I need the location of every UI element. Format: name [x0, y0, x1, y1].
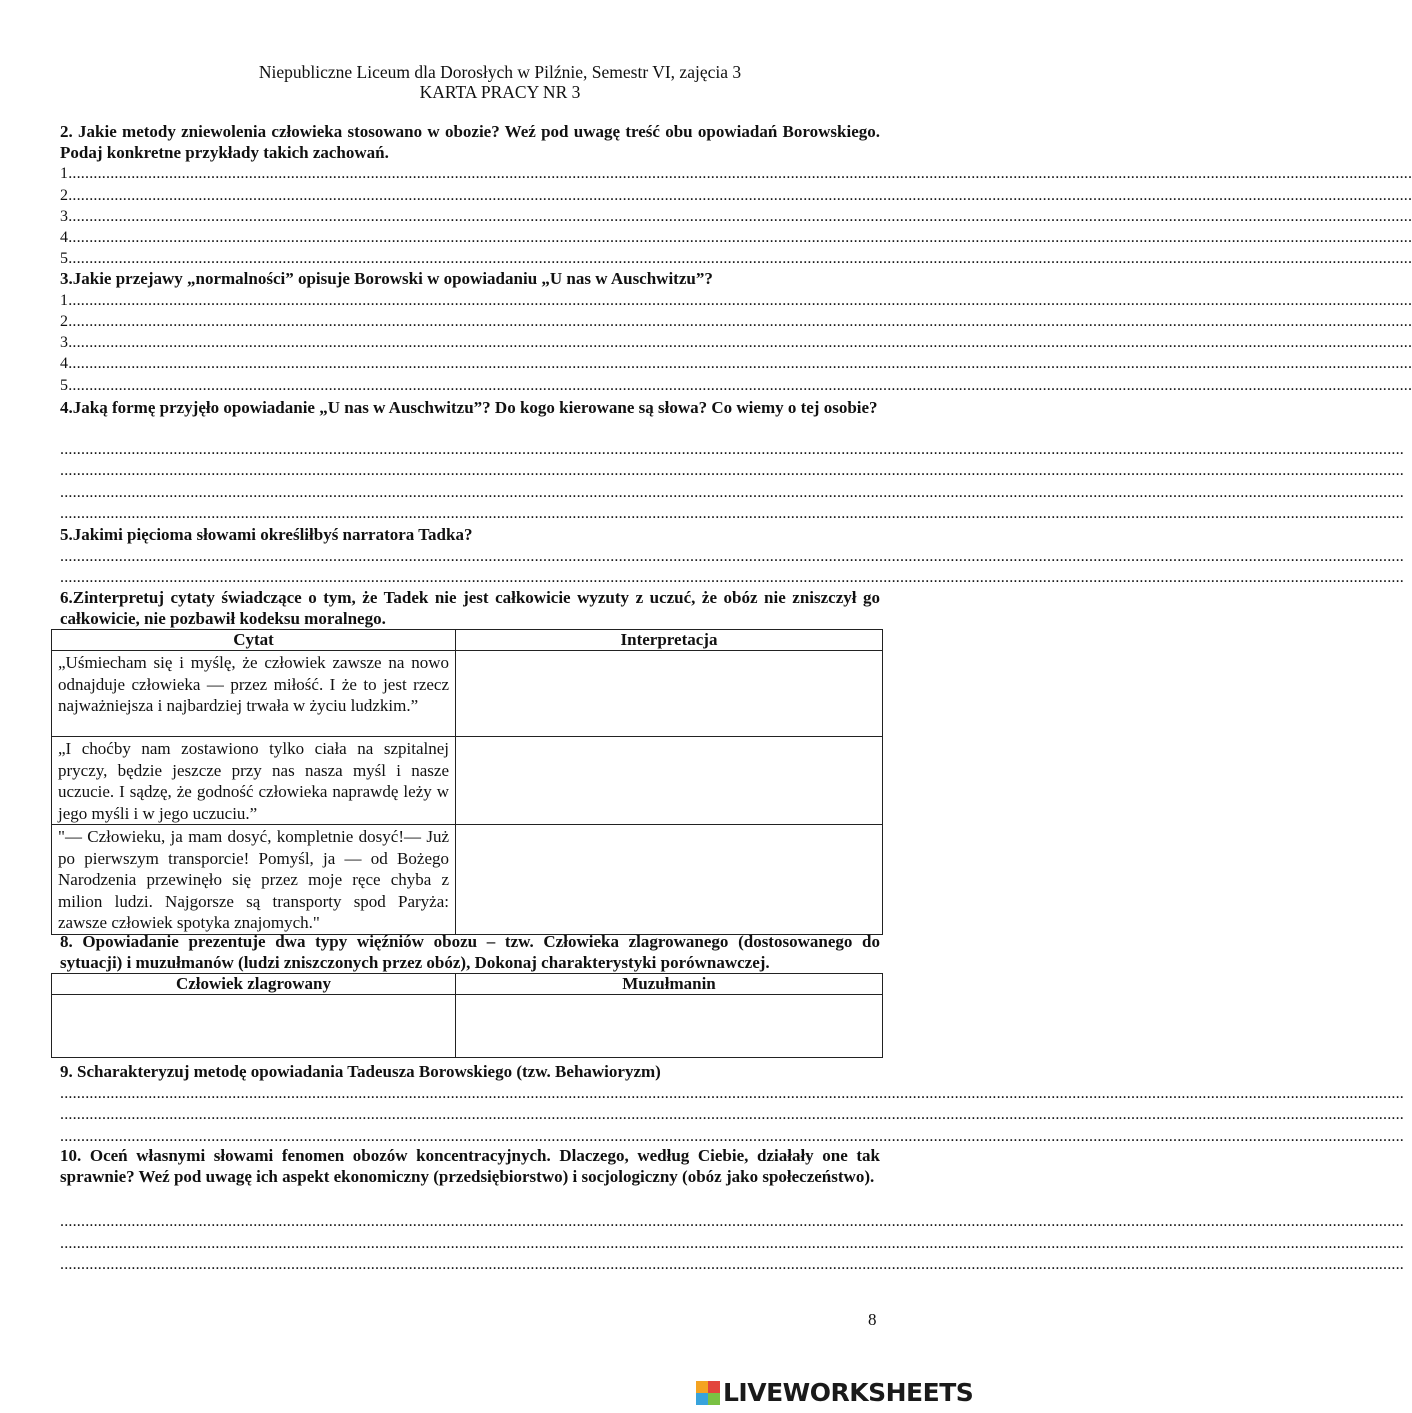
interpretation-cell[interactable] — [456, 825, 883, 935]
dotted-line: ................................................................................................................................................................................................................................................................................................................................ — [68, 355, 1412, 372]
dotted-line: ................................................................................................................................................................................................................................................................................................................................ — [60, 441, 1404, 458]
line-number: 2 — [60, 313, 69, 330]
dotted-line: ................................................................................................................................................................................................................................................................................................................................ — [60, 462, 1404, 479]
line-number: 5 — [60, 250, 69, 267]
dotted-line: ................................................................................................................................................................................................................................................................................................................................ — [68, 250, 1412, 267]
dotted-line: ................................................................................................................................................................................................................................................................................................................................ — [60, 569, 1404, 586]
answer-line[interactable] — [60, 206, 1412, 227]
line-number: 4 — [60, 355, 69, 372]
header-lagered-man: Człowiek zlagrowany — [52, 974, 456, 995]
logo-square — [708, 1381, 720, 1393]
muselmann-cell[interactable] — [456, 995, 883, 1058]
answer-line[interactable] — [60, 353, 1412, 374]
line-number: 5 — [60, 377, 69, 394]
interpretation-cell[interactable] — [456, 737, 883, 825]
answer-line[interactable] — [60, 1254, 1404, 1275]
answer-line[interactable] — [60, 163, 1412, 184]
dotted-line: ................................................................................................................................................................................................................................................................................................................................ — [60, 548, 1404, 565]
answer-line[interactable] — [60, 1104, 1404, 1125]
quote-cell: „I choćby nam zostawiono tylko ciała na szpitalnej pryczy, będzie jeszcze przy nas nasza myśl i nasze uczucie. I sądzę, że godność człowieka naprawdę leży w jego myśli i w jego uczuciu.” — [52, 737, 456, 825]
answer-line[interactable] — [60, 1211, 1404, 1232]
logo-square — [708, 1393, 720, 1405]
dotted-line: ................................................................................................................................................................................................................................................................................................................................ — [68, 229, 1412, 246]
dotted-line: ................................................................................................................................................................................................................................................................................................................................ — [68, 334, 1412, 351]
interpretation-cell[interactable] — [456, 651, 883, 737]
dotted-line: ................................................................................................................................................................................................................................................................................................................................ — [60, 1106, 1404, 1123]
dotted-line: ................................................................................................................................................................................................................................................................................................................................ — [68, 377, 1412, 394]
question-9: 9. Scharakteryzuj metodę opowiadania Tadeusza Borowskiego (tzw. Behawioryzm) — [60, 1062, 661, 1081]
dotted-line: ................................................................................................................................................................................................................................................................................................................................ — [60, 1213, 1404, 1230]
answer-line[interactable] — [60, 546, 1404, 567]
question-8: 8. Opowiadanie prezentuje dwa typy więźniów obozu – tzw. Człowieka zlagrowanego (dostosowanego do sytuacji) i muzułmanów (ludzi zniszczonych przez obóz), Dokonaj charakterystyki porównawczej. — [60, 932, 880, 972]
header-title: KARTA PRACY NR 3 — [419, 82, 581, 102]
answer-line[interactable] — [60, 332, 1412, 353]
question-4: 4.Jaką formę przyjęło opowiadanie „U nas w Auschwitzu”? Do kogo kierowane są słowa? Co wiemy o tej osobie? — [60, 398, 878, 417]
line-number: 3 — [60, 208, 69, 225]
answer-line[interactable] — [60, 290, 1412, 311]
answer-line[interactable] — [60, 185, 1412, 206]
question-10: 10. Oceń własnymi słowami fenomen obozów koncentracyjnych. Dlaczego, według Ciebie, działały one tak sprawnie? Weź pod uwagę ich aspekt ekonomiczny (przedsiębiorstwo) i socjologiczny (obóz jako społeczeństwo). — [60, 1146, 880, 1186]
question-6: 6.Zinterpretuj cytaty świadczące o tym, że Tadek nie jest całkowicie wyzuty z uczuć, że obóz nie zniszczył go całkowicie, nie pozbawił kodeksu moralnego. — [60, 588, 880, 628]
liveworksheets-icon — [696, 1381, 720, 1405]
dotted-line: ................................................................................................................................................................................................................................................................................................................................ — [60, 484, 1404, 501]
quote-cell: „Uśmiecham się i myślę, że człowiek zawsze na nowo odnajduje człowieka — przez miłość. I że to jest rzecz najważniejsza i najbardziej trwała w życiu ludzkim.” — [52, 651, 456, 737]
dotted-line: ................................................................................................................................................................................................................................................................................................................................ — [68, 292, 1412, 309]
header-school: Niepubliczne Liceum dla Dorosłych w Pilźnie, Semestr VI, zajęcia 3 — [258, 62, 742, 82]
dotted-line: ................................................................................................................................................................................................................................................................................................................................ — [68, 187, 1412, 204]
answer-line[interactable] — [60, 482, 1404, 503]
answer-line[interactable] — [60, 248, 1412, 269]
dotted-line: ................................................................................................................................................................................................................................................................................................................................ — [60, 1128, 1404, 1145]
logo-square — [696, 1393, 708, 1405]
dotted-line: ................................................................................................................................................................................................................................................................................................................................ — [68, 165, 1412, 182]
line-number: 4 — [60, 229, 69, 246]
quotes-table — [51, 629, 883, 935]
comparison-table — [51, 973, 883, 1058]
dotted-line: ................................................................................................................................................................................................................................................................................................................................ — [60, 1235, 1404, 1252]
answer-line[interactable] — [60, 503, 1404, 524]
answer-line[interactable] — [60, 311, 1412, 332]
answer-line[interactable] — [60, 227, 1412, 248]
answer-line[interactable] — [60, 567, 1404, 588]
answer-line[interactable] — [60, 1126, 1404, 1147]
line-number: 3 — [60, 334, 69, 351]
lagered-man-cell[interactable] — [52, 995, 456, 1058]
logo-square — [696, 1381, 708, 1393]
line-number: 1 — [60, 165, 69, 182]
brand-name: LIVEWORKSHEETS — [723, 1378, 974, 1407]
header-interpretation: Interpretacja — [456, 630, 883, 651]
answer-line[interactable] — [60, 1083, 1404, 1104]
dotted-line: ................................................................................................................................................................................................................................................................................................................................ — [60, 505, 1404, 522]
quote-cell: "— Człowieku, ja mam dosyć, kompletnie dosyć!— Już po pierwszym transporcie! Pomyśl, ja — od Bożego Narodzenia przewinęło się przez moje ręce chyba z milion ludzi. Najgorsze są transporty spod Paryża: zawsze człowiek spotyka znajomych." — [52, 825, 456, 935]
question-5: 5.Jakimi pięcioma słowami określiłbyś narratora Tadka? — [60, 525, 473, 544]
header-muselmann: Muzułmanin — [456, 974, 883, 995]
header-quote: Cytat — [52, 630, 456, 651]
dotted-line: ................................................................................................................................................................................................................................................................................................................................ — [60, 1085, 1404, 1102]
dotted-line: ................................................................................................................................................................................................................................................................................................................................ — [68, 208, 1412, 225]
answer-line[interactable] — [60, 1233, 1404, 1254]
answer-line[interactable] — [60, 439, 1404, 460]
line-number: 2 — [60, 187, 69, 204]
question-2: 2. Jakie metody zniewolenia człowieka stosowano w obozie? Weź pod uwagę treść obu opowiadań Borowskiego. Podaj konkretne przykłady takich zachowań. — [60, 122, 880, 162]
line-number: 1 — [60, 292, 69, 309]
liveworksheets-logo — [696, 1380, 973, 1406]
dotted-line: ................................................................................................................................................................................................................................................................................................................................ — [68, 313, 1412, 330]
answer-line[interactable] — [60, 375, 1412, 396]
answer-line[interactable] — [60, 460, 1404, 481]
question-3: 3.Jakie przejawy „normalności” opisuje Borowski w opowiadaniu „U nas w Auschwitzu”? — [60, 269, 713, 288]
page-number: 8 — [868, 1310, 877, 1329]
dotted-line: ................................................................................................................................................................................................................................................................................................................................ — [60, 1256, 1404, 1273]
